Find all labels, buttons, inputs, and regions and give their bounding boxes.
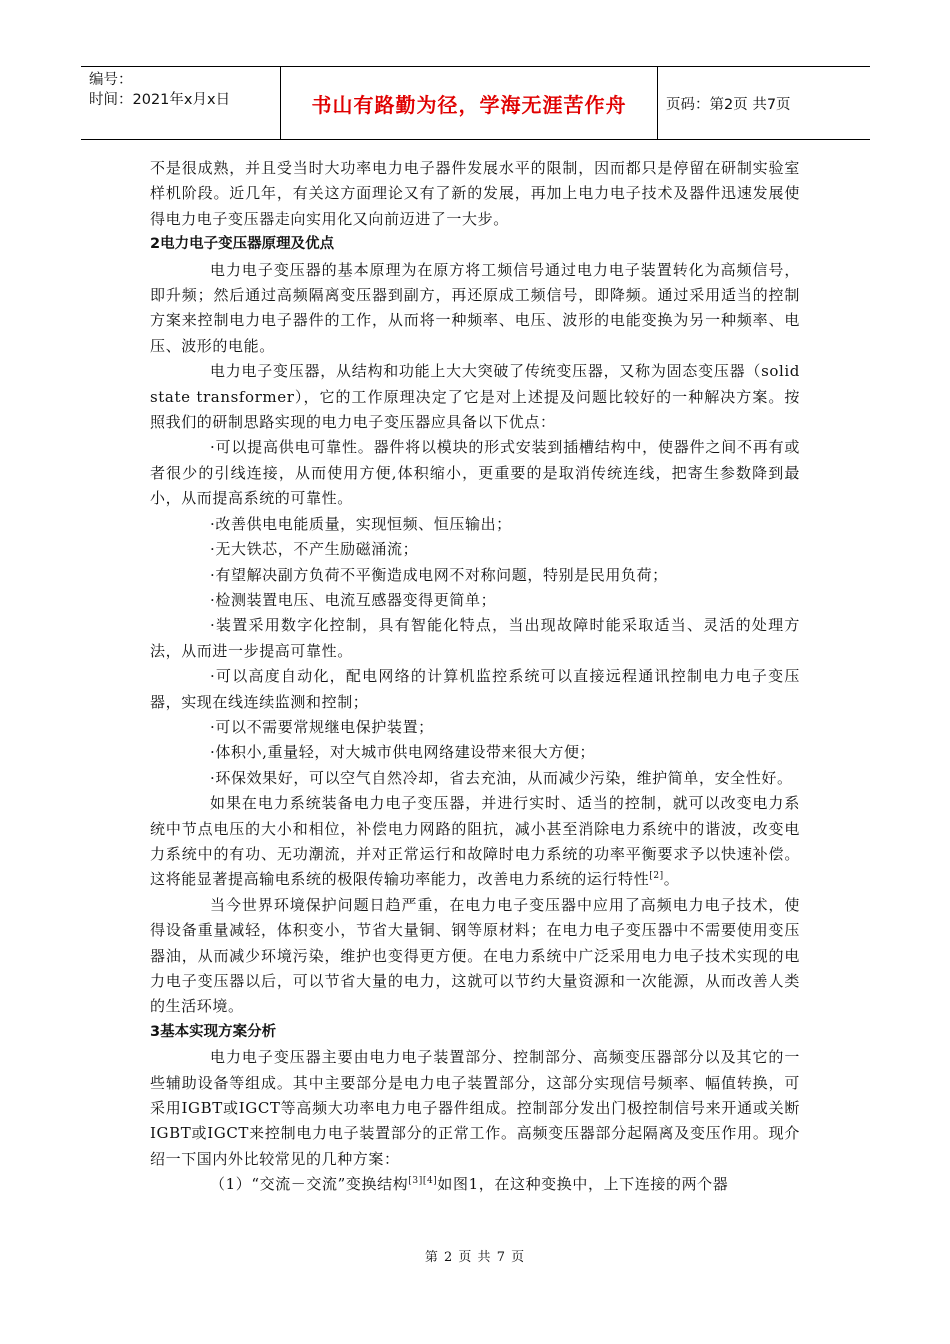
header-motto: 书山有路勤为径，学海无涯苦作舟 — [281, 67, 658, 139]
header-meta — [81, 67, 281, 139]
section-heading: 3基本实现方案分析 — [150, 1023, 277, 1040]
section-heading: 2电力电子变压器原理及优点 — [150, 236, 335, 253]
document-body — [150, 156, 800, 1198]
bullet-item: ·无大铁芯，不产生励磁涌流； — [210, 540, 419, 559]
citation-ref: [2] — [649, 871, 664, 882]
paragraph: 不是很成熟，并且受当时大功率电力电子器件发展水平的限制，因而都只是停留在研制实验室样机阶段。近几年，有关这方面理论又有了新的发展，再加上电力电子技术及器件迅速发展使得电力电子变压器走向实用化又向前迈进了一大步。 — [150, 159, 800, 228]
paragraph: 电力电子变压器主要由电力电子装置部分、控制部分、高频变压器部分以及其它的一些辅助设备等组成。其中主要部分是电力电子装置部分，这部分实现信号频率、幅值转换，可采用IGBT或IGCT等高频大功率电力电子器件组成。控制部分发出门极控制信号来开通或关断IGBT或IGCT来控制电力电子装置部分的正常工作。高频变压器部分起隔离及变压作用。现介绍一下国内外比较常见的几种方案： — [150, 1048, 800, 1168]
bullet-item: ·可以提高供电可靠性。器件将以模块的形式安装到插槽结构中，使器件之间不再有或者很少的引线连接，从而使用方便,体积缩小，更重要的是取消传统连线，把寄生参数降到最小，从而提高系统的可靠性。 — [150, 438, 800, 508]
paragraph: 电力电子变压器，从结构和功能上大大突破了传统变压器，又称为固态变压器（solid state transformer），它的工作原理决定了它是对上述提及问题比较好的一种解决方案。按照我们的研制思路实现的电力电子变压器应具备以下优点： — [150, 362, 800, 432]
header-time: 时间：2021年x月x日 — [89, 92, 231, 108]
header-number: 编号： — [89, 72, 133, 88]
paragraph-text: 如图1，在这种变换中，上下连接的两个器 — [437, 1175, 729, 1194]
bullet-item: ·体积小,重量轻，对大城市供电网络建设带来很大方便； — [210, 743, 596, 762]
bullet-item: ·有望解决副方负荷不平衡造成电网不对称问题，特别是民用负荷； — [210, 565, 668, 584]
paragraph-text: （1）“交流－交流”变换结构 — [210, 1175, 409, 1194]
bullet-item: ·改善供电电能质量，实现恒频、恒压输出； — [210, 514, 512, 533]
paragraph: 当今世界环境保护问题日趋严重，在电力电子变压器中应用了高频电力电子技术，使得设备重量减轻，体积变小，节省大量铜、钢等原材料；在电力电子变压器中不需要使用变压器油，从而减少环境污染，维护也变得更方便。在电力系统中广泛采用电力电子技术实现的电力电子变压器以后，可以节省大量的电力，这就可以节约大量资源和一次能源，从而改善人类的生活环境。 — [150, 895, 800, 1016]
citation-ref: [4] — [422, 1176, 438, 1187]
page-footer: 第 2 页 共 7 页 — [424, 1250, 526, 1265]
document-header — [81, 66, 870, 140]
paragraph-text: 。 — [663, 870, 680, 889]
paragraph-text: 如果在电力系统装备电力电子变压器，并进行实时、适当的控制，就可以改变电力系统中节点电压的大小和相位，补偿电力网路的阻抗，减小甚至消除电力系统中的谐波，改变电力系统中的有功、无功潮流，并对正常运行和故障时电力系统的功率平衡要求予以快速补偿。这将能显著提高输电系统的极限传输功率能力，改善电力系统的运行特性 — [150, 794, 800, 889]
bullet-item: ·环保效果好，可以空气自然冷却，省去充油，从而减少污染，维护简单，安全性好。 — [210, 768, 793, 787]
header-page-info: 页码：第2页 共7页 — [666, 96, 791, 113]
paragraph — [150, 791, 800, 893]
bullet-item: ·检测装置电压、电流互感器变得更简单； — [210, 590, 497, 609]
bullet-item: ·装置采用数字化控制，具有智能化特点，当出现故障时能采取适当、灵活的处理方法，从而进一步提高可靠性。 — [150, 616, 800, 660]
bullet-item: ·可以不需要常规继电保护装置； — [210, 717, 434, 736]
paragraph — [150, 1172, 800, 1197]
citation-ref: [3] — [408, 1176, 423, 1187]
paragraph: 电力电子变压器的基本原理为在原方将工频信号通过电力电子装置转化为高频信号，即升频；然后通过高频隔离变压器到副方，再还原成工频信号，即降频。通过采用适当的控制方案来控制电力电子器件的工作，从而将一种频率、电压、波形的电能变换为另一种频率、电压、波形的电能。 — [150, 260, 800, 355]
bullet-item: ·可以高度自动化，配电网络的计算机监控系统可以直接远程通讯控制电力电子变压器，实现在线连续监测和控制； — [150, 667, 800, 711]
